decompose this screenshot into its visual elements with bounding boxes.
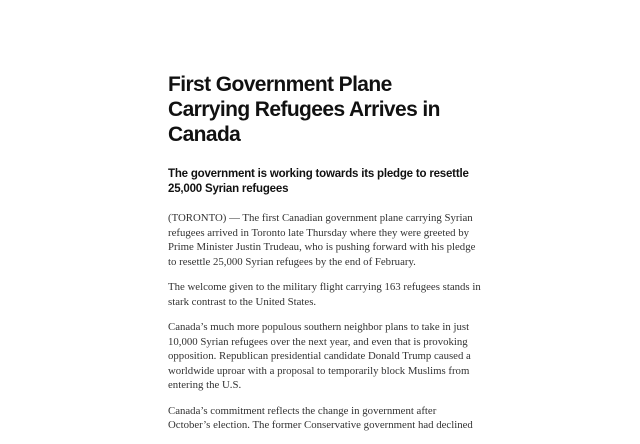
paragraph-line: October’s election. The former Conservative government had declined bbox=[168, 419, 473, 431]
paragraph-line: 10,000 Syrian refugees over the next year, and even that is provoking bbox=[168, 335, 468, 348]
subheadline-line: 25,000 Syrian refugees bbox=[168, 183, 289, 195]
paragraph-line: The welcome given to the military flight carrying 163 refugees stands in bbox=[168, 281, 481, 293]
article bbox=[168, 72, 488, 444]
paragraph-line: entering the U.S. bbox=[168, 379, 242, 391]
article-subheadline bbox=[168, 167, 488, 197]
article-paragraph bbox=[168, 404, 488, 433]
article-paragraph bbox=[168, 280, 488, 309]
headline-line: First Government Plane bbox=[168, 73, 392, 96]
paragraph-line: Canada’s much more populous southern neighbor plans to take in just bbox=[168, 321, 470, 333]
paragraph-line: to resettle 25,000 Syrian refugees by the end of February. bbox=[168, 255, 416, 268]
paragraph-line: (TORONTO) — The first Canadian government plane carrying Syrian bbox=[168, 212, 473, 224]
article-paragraph bbox=[168, 320, 488, 393]
paragraph-line: stark contrast to the United States. bbox=[168, 295, 317, 308]
paragraph-line: worldwide uproar with a proposal to temporarily block Muslims from bbox=[168, 364, 470, 377]
paragraph-line: Canada’s commitment reflects the change in government after bbox=[168, 404, 437, 417]
subheadline-line: The government is working towards its pledge to resettle bbox=[168, 168, 469, 180]
article-body bbox=[168, 211, 488, 433]
headline-line: Carrying Refugees Arrives in bbox=[168, 98, 440, 121]
paragraph-line: refugees arrived in Toronto late Thursday where they were greeted by bbox=[168, 226, 470, 239]
headline-line: Canada bbox=[168, 123, 241, 146]
paragraph-line: Prime Minister Justin Trudeau, who is pushing forward with his pledge bbox=[168, 241, 476, 253]
article-headline bbox=[168, 72, 488, 147]
paragraph-line: opposition. Republican presidential candidate Donald Trump caused a bbox=[168, 350, 471, 362]
article-paragraph bbox=[168, 211, 488, 269]
